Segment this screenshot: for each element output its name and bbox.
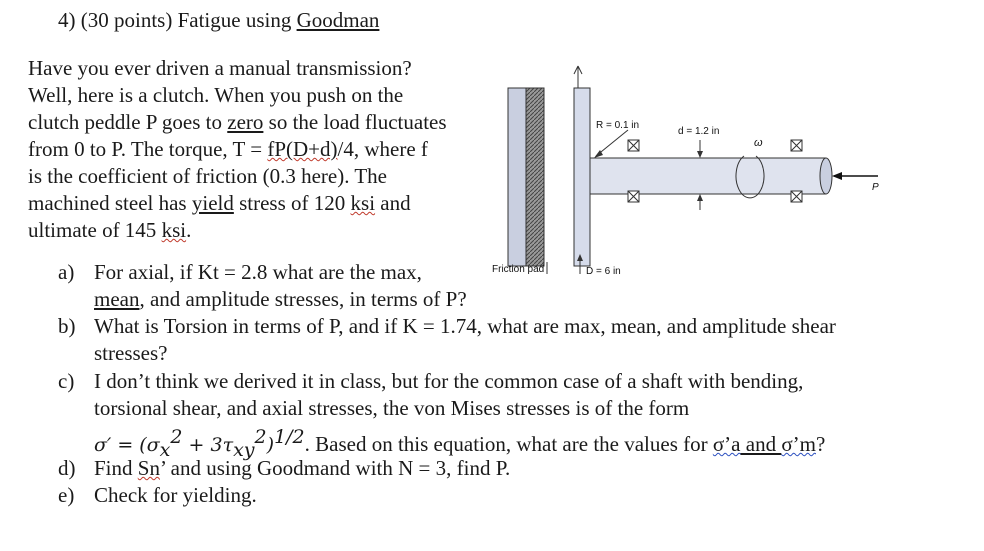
shaft-end [820,158,832,194]
p-label: P [872,182,879,193]
intro-line-7: ultimate of 145 ksi. [28,218,192,242]
d-label: d = 1.2 in [678,126,720,137]
omega-label: ω [754,137,763,149]
intro-line-2: Well, here is a clutch. When you push on the [28,83,404,107]
friction-pad [526,88,544,266]
question-a-label: a) [58,260,75,284]
zero-word: zero [227,110,264,134]
shaft [590,158,826,194]
question-a-line-2: mean, and amplitude stresses, in terms of P? [94,287,467,311]
torque-equation: fP(D+d) [267,137,338,161]
title-goodman: Goodman [296,8,380,32]
intro-line-1: Have you ever driven a manual transmission? [28,56,412,80]
question-d-line: Find Sn’ and using Goodmand with N = 3, find P. [94,456,511,480]
question-c-line-2: torsional shear, and axial stresses, the von Mises stresses is of the form [94,396,690,420]
question-c-line-1: I don’t think we derived it in class, but for the common case of a shaft with bending, [94,369,804,393]
question-b-line-1: What is Torsion in terms of P, and if K = 1.74, what are max, mean, and amplitude shear [94,314,836,338]
question-a-line-1: For axial, if Kt = 2.8 what are the max, [94,260,422,284]
intro-line-6: machined steel has yield stress of 120 ksi and [28,191,411,215]
title-text: (30 points) Fatigue using [80,8,297,32]
intro-line-3: clutch peddle P goes to zero so the load fluctuates [28,110,447,134]
intro-line-5: is the coefficient of friction (0.3 here). The [28,164,387,188]
intro-line-4: from 0 to P. The torque, T = fP(D+d)/4, where f [28,137,428,161]
von-mises-equation-line: $\sigma' = (\sigma_x^2 + 3\tau_{xy}^2)^{1/2}$. Based on this equation, what are the values for σ’a and σ’m? [94,426,826,462]
sigma-m-prime: σ’m [781,432,816,456]
question-b-line-2: stresses? [94,341,168,365]
question-e-line: Check for yielding. [94,483,257,507]
radius-label: R = 0.1 in [596,120,640,131]
sigma-a-prime: σ’a [712,432,741,456]
ksi-word: ksi [350,191,376,215]
question-e-label: e) [58,483,75,507]
question-c-label: c) [58,369,75,393]
problem-title [58,8,379,33]
question-d-label: d) [58,456,76,480]
question-b-label: b) [58,314,76,338]
friction-pad-label: Friction pad [492,264,545,275]
clutch-diagram [478,60,878,290]
intro-paragraph [28,55,447,244]
yield-word: yield [191,191,234,215]
left-disk [508,88,526,266]
sn-symbol: Sn [137,456,160,480]
D-label: D = 6 in [586,266,621,277]
ksi-word-2: ksi [161,218,187,242]
problem-number: 4) [58,8,76,32]
right-disk [574,88,590,266]
